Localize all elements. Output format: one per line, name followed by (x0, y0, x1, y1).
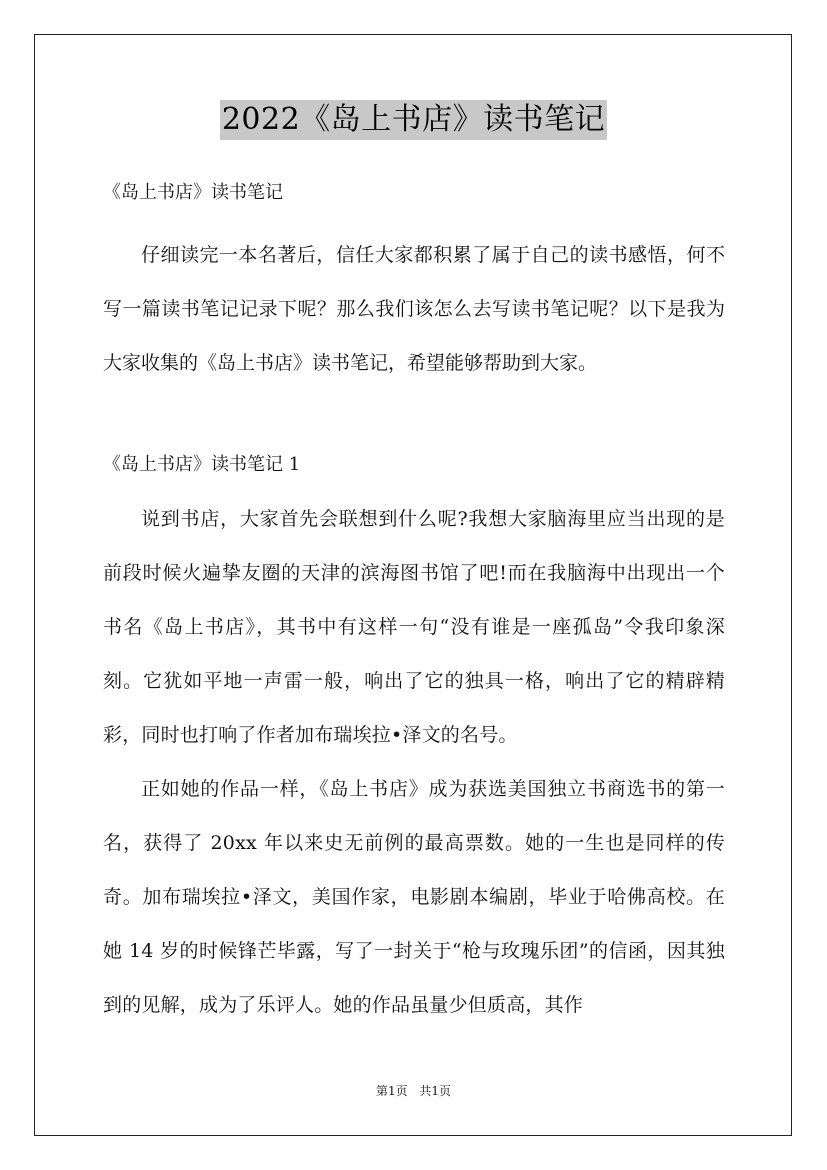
page-footer (0, 1083, 827, 1099)
title-container (0, 100, 827, 140)
intro-paragraph: 仔细读完一本名著后，信任大家都积累了属于自己的读书感悟，何不写一篇读书笔记记录下呢？那么我们该怎么去写读书笔记呢？以下是我为大家收集的《岛上书店》读书笔记，希望能够帮助到大家。 (103, 244, 725, 374)
page-number: 第1页 (375, 1084, 408, 1098)
body-paragraph-2: 正如她的作品一样，《岛上书店》成为获选美国独立书商选书的第一名，获得了 20xx 年以来史无前例的最高票数。她的一生也是同样的传奇。加布瑞埃拉•泽文，美国作家，电影剧本编剧，毕业于哈佛高校。在她 14 岁的时候锋芒毕露，写了一封关于“枪与玫瑰乐团”的信函，因其独到的见解，成为了乐评人。她的作品虽量少但质高，其作 (103, 778, 725, 1016)
body-paragraph-1: 说到书店，大家首先会联想到什么呢?我想大家脑海里应当出现的是前段时候火遍挚友圈的天津的滨海图书馆了吧!而在我脑海中出现出一个书名《岛上书店》，其书中有这样一句“没有谁是一座孤岛”令我印象深刻。它犹如平地一声雷一般，响出了它的独具一格，响出了它的精辟精彩，同时也打响了作者加布瑞埃拉•泽文的名号。 (103, 508, 725, 746)
document-subtitle: 《岛上书店》读书笔记 (103, 182, 283, 203)
document-title: 2022《岛上书店》读书笔记 (220, 100, 607, 140)
page-total: 共1页 (419, 1084, 452, 1098)
section-heading: 《岛上书店》读书笔记 1 (103, 454, 301, 475)
